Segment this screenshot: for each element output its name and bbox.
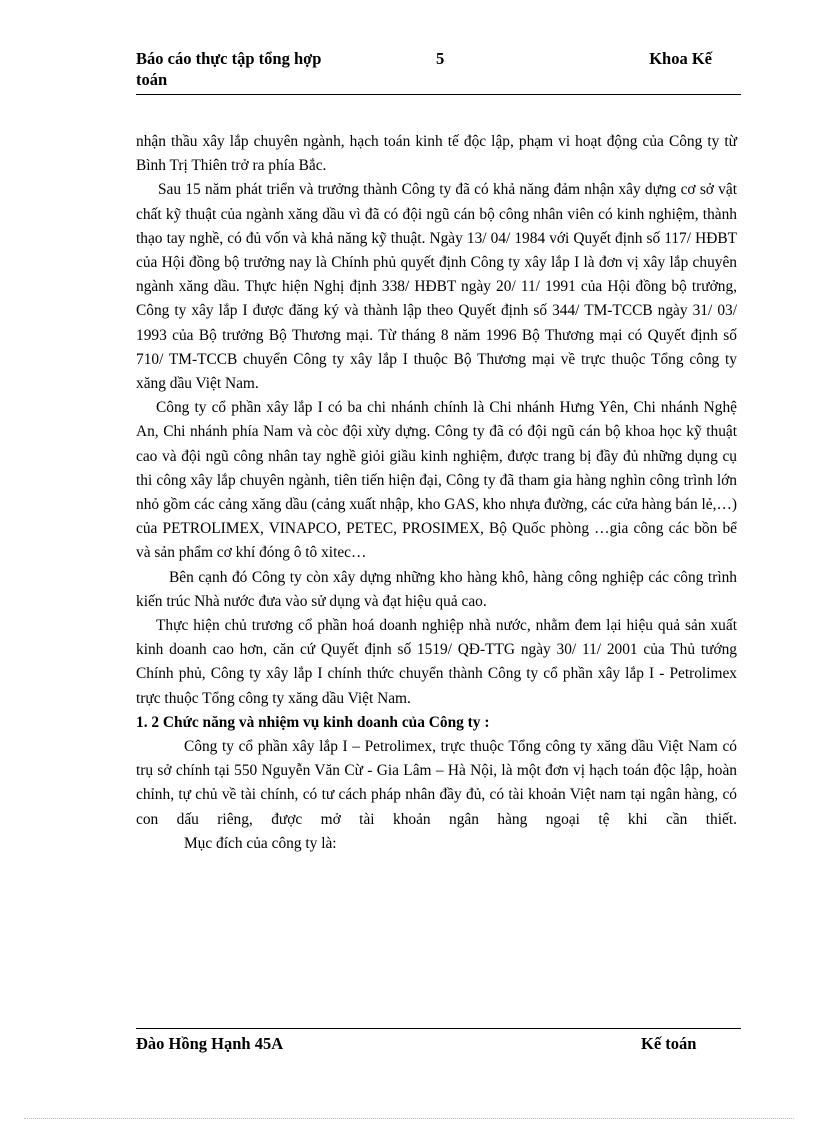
footer-rule <box>136 1028 741 1029</box>
paragraph-history: Sau 15 năm phát triển và trưởng thành Công ty đã có khả năng đảm nhận xây dựng cơ sở vật chất kỹ thuật của ngành xăng dầu vì đã có đội ngũ cán bộ công nhân viên có kinh nghiệm, thành thạo tay nghề, có đủ vốn và khả năng kỹ thuật. Ngày 13/ 04/ 1984 với Quyết định số 117/ HĐBT của Hội đồng bộ trưởng nay là Chính phủ quyết định Công ty xây lắp I là đơn vị xây lắp chuyên ngành xăng dầu. Thực hiện Nghị định 338/ HĐBT ngày 20/ 11/ 1991 của Hội đồng bộ trưởng, Công ty xây lắp I được đăng ký và thành lập theo Quyết định số 344/ TM-TCCB ngày 31/ 03/ 1993 của Bộ trưởng Bộ Thương mại. Từ tháng 8 năm 1996 Bộ Thương mại có Quyết định số 710/ TM-TCCB chuyển Công ty xây lắp I thuộc Bộ Thương mại về trực thuộc Tổng công ty xăng dầu Việt Nam. <box>136 181 737 393</box>
page-edge-divider <box>24 1118 794 1119</box>
document-body <box>136 130 737 856</box>
paragraph-functions: Công ty cổ phần xây lắp I – Petrolimex, trực thuộc Tổng công ty xăng dầu Việt Nam có trụ sở chính tại 550 Nguyễn Văn Cừ - Gia Lâm – Hà Nội, là một đơn vị hạch toán độc lập, hoàn chỉnh, tự chủ về tài chính, có tư cách pháp nhân đầy đủ, có tài khoản Việt nam tại ngân hàng, có con dấu riêng, được mở tài khoản ngân hàng ngoại tệ khi cần thiết. <box>136 738 737 828</box>
footer-major: Kế toán <box>641 1034 697 1053</box>
header-department: Khoa Kế <box>649 49 712 68</box>
header-report-title: Báo cáo thực tập tổng hợp toán <box>136 49 322 89</box>
paragraph-branches: Công ty cổ phần xây lắp I có ba chi nhánh chính là Chi nhánh Hưng Yên, Chi nhánh Nghệ An, Chi nhánh phía Nam và còc đội xừy dựng. Công ty đã có đội ngũ cán bộ khoa học kỹ thuật cao và đội ngũ công nhân tay nghề giỏi giầu kinh nghiệm, được trang bị đầy đủ những dụng cụ thi công xây lắp chuyên ngành, tiên tiến hiện đại, Công ty đã tham gia hàng nghìn công trình lớn nhỏ gồm các cảng xăng dầu (cảng xuất nhập, kho GAS, kho nhựa đường, các cửa hàng bán lẻ,…) của PETROLIMEX, VINAPCO, PETEC, PROSIMEX, Bộ Quốc phòng …gia công các bồn bể và sản phẩm cơ khí đóng ô tô xitec… <box>136 399 737 562</box>
header-rule <box>136 94 741 95</box>
paragraph-continuation: nhận thầu xây lắp chuyên ngành, hạch toán kinh tế độc lập, phạm vi hoạt động của Công ty từ Bình Trị Thiên trở ra phía Bắc. <box>136 133 737 175</box>
page-number: 5 <box>436 49 445 68</box>
paragraph-purpose: Mục đích của công ty là: <box>184 834 337 852</box>
paragraph-warehouses: Bên cạnh đó Công ty còn xây dựng những kho hàng khô, hàng công nghiệp các công trình kiến trúc Nhà nước đưa vào sử dụng và đạt hiệu quả cao. <box>136 568 737 610</box>
page-header <box>136 48 740 94</box>
footer-author: Đào Hồng Hạnh 45A <box>136 1034 284 1053</box>
section-heading: 1. 2 Chức năng và nhiệm vụ kinh doanh của Công ty : <box>136 713 490 731</box>
paragraph-equitization: Thực hiện chủ trương cổ phần hoá doanh nghiệp nhà nước, nhằm đem lại hiệu quả sản xuất kinh doanh cao hơn, căn cứ Quyết định số 1519/ QĐ-TTG ngày 30/ 11/ 2001 của Thủ tướng Chính phủ, Công ty xây lắp I chính thức chuyển thành Công ty cổ phần xây lắp I - Petrolimex trực thuộc Tổng công ty xăng dầu Việt Nam. <box>136 617 737 707</box>
